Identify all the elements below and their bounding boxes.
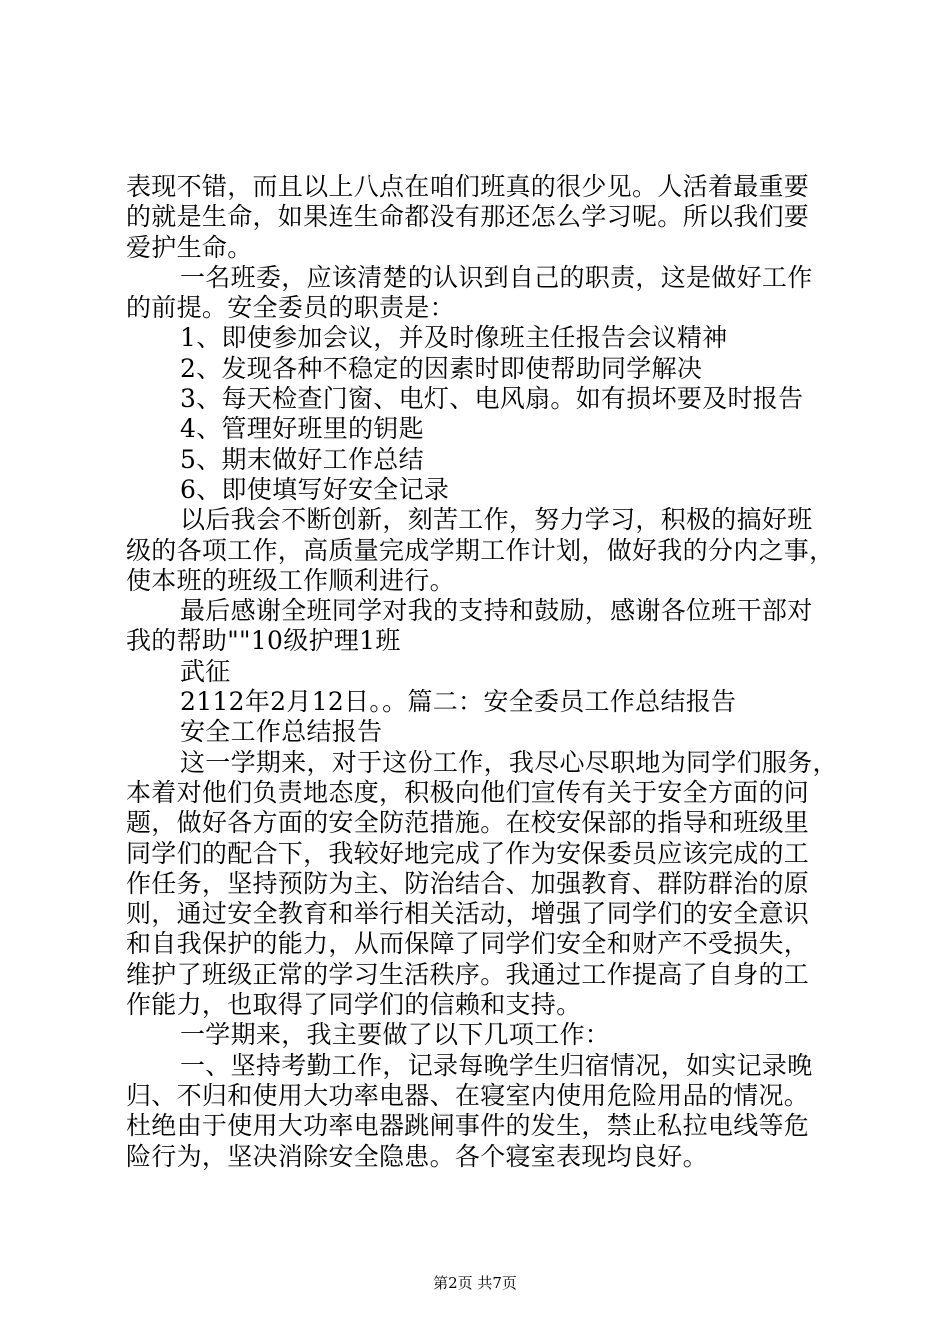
author-name: 武征 bbox=[180, 656, 231, 686]
text-line: 一、坚持考勤工作，记录每晚学生归宿情况，如实记录晚 bbox=[180, 1050, 813, 1080]
text-line: 一学期来，我主要做了以下几项工作： bbox=[180, 1020, 611, 1050]
text-line: 险行为，坚决消除安全隐患。各个寝室表现均良好。 bbox=[126, 1141, 708, 1171]
list-item: 6、即使填写好安全记录 bbox=[180, 474, 450, 504]
text-line: 表现不错，而且以上八点在咱们班真的很少见。人活着最重要 bbox=[126, 172, 810, 201]
text-line: 爱护生命。 bbox=[126, 232, 253, 262]
page-number-footer: 第2页 共7页 bbox=[433, 1274, 517, 1292]
text-line: 杜绝由于使用大功率电器跳闸事件的发生，禁止私拉电线等危 bbox=[126, 1111, 810, 1141]
text-line: 一名班委，应该清楚的认识到自己的职责，这是做好工作 bbox=[180, 262, 813, 292]
text-line: 的就是生命，如果连生命都没有那还怎么学习呢。所以我们要 bbox=[126, 202, 810, 232]
list-item: 1、即使参加会议，并及时像班主任报告会议精神 bbox=[180, 323, 728, 353]
text-line: 归、不归和使用大功率电器、在寝室内使用危险用品的情况。 bbox=[126, 1080, 810, 1110]
text-line: 作任务，坚持预防为主、防治结合、加强教育、群防群治的原 bbox=[126, 868, 810, 898]
text-line: 以后我会不断创新，刻苦工作，努力学习，积极的搞好班 bbox=[180, 505, 813, 535]
list-item: 5、期末做好工作总结 bbox=[180, 444, 424, 474]
text-line: 则，通过安全教育和举行相关活动，增强了同学们的安全意识 bbox=[126, 899, 810, 929]
text-line: 这一学期来，对于这份工作，我尽心尽职地为同学们服务， bbox=[180, 747, 838, 777]
text-line: 使本班的班级工作顺利进行。 bbox=[126, 565, 455, 595]
text-line: 作能力，也取得了同学们的信赖和支持。 bbox=[126, 990, 582, 1020]
text-line: 和自我保护的能力，从而保障了同学们安全和财产不受损失， bbox=[126, 929, 810, 959]
text-line: 的前提。安全委员的职责是： bbox=[126, 293, 455, 323]
date-line: 2112年2月12日。。篇二：安全委员工作总结报告 bbox=[180, 687, 737, 717]
list-item: 3、每天检查门窗、电灯、电风扇。如有损坏要及时报告 bbox=[180, 384, 804, 414]
list-item: 4、管理好班里的钥匙 bbox=[180, 414, 424, 444]
section-title: 安全工作总结报告 bbox=[180, 717, 383, 747]
list-item: 2、发现各种不稳定的因素时即使帮助同学解决 bbox=[180, 353, 703, 383]
text-line: 我的帮助""10级护理1班 bbox=[126, 626, 401, 656]
text-line: 最后感谢全班同学对我的支持和鼓励，感谢各位班干部对 bbox=[180, 596, 813, 626]
text-line: 级的各项工作，高质量完成学期工作计划，做好我的分内之事， bbox=[126, 535, 835, 565]
body-text bbox=[126, 172, 838, 1172]
text-line: 同学们的配合下，我较好地完成了作为安保委员应该完成的工 bbox=[126, 838, 810, 868]
text-line: 题，做好各方面的安全防范措施。在校安保部的指导和班级里 bbox=[126, 808, 810, 838]
text-line: 本着对他们负责地态度，积极向他们宣传有关于安全方面的问 bbox=[126, 777, 810, 807]
text-line: 维护了班级正常的学习生活秩序。我通过工作提高了自身的工 bbox=[126, 959, 810, 989]
